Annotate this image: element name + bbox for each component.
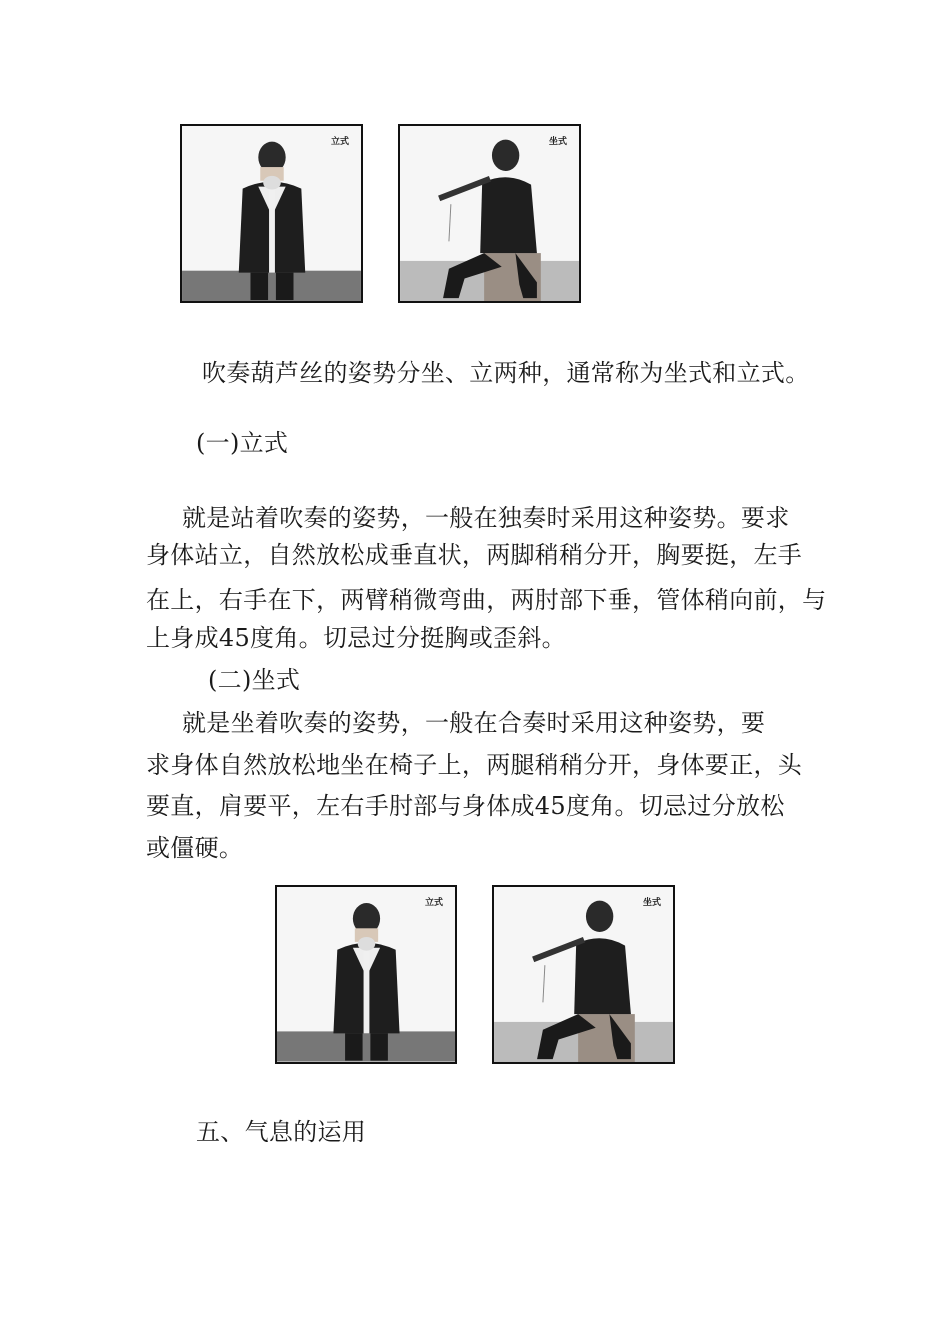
section-text-line: 或僵硬。 xyxy=(146,834,244,862)
photo-standing-top xyxy=(180,124,363,303)
section-text-line: 就是站着吹奏的姿势，一般在独奏时采用这种姿势。要求 xyxy=(182,504,790,532)
photo-sitting-top xyxy=(398,124,581,303)
section-text-line: 身体站立，自然放松成垂直状，两脚稍稍分开，胸要挺，左手 xyxy=(146,541,803,569)
photo-standing-bottom xyxy=(275,885,457,1064)
section-text-line: 就是坐着吹奏的姿势，一般在合奏时采用这种姿势，要 xyxy=(182,709,766,737)
photo-caption: 立式 xyxy=(424,898,443,908)
intro-paragraph: 吹奏葫芦丝的姿势分坐、立两种，通常称为坐式和立式。 xyxy=(202,359,810,387)
standing-figure-illustration xyxy=(277,887,455,1062)
section-heading-sitting: (二)坐式 xyxy=(208,666,301,694)
section-heading-standing: (一)立式 xyxy=(196,429,289,457)
section-text-line: 在上，右手在下，两臂稍微弯曲，两肘部下垂，管体稍向前，与 xyxy=(146,586,827,614)
section-text-line: 要直，肩要平，左右手肘部与身体成45度角。切忌过分放松 xyxy=(146,792,785,820)
section-text-line: 上身成45度角。切忌过分挺胸或歪斜。 xyxy=(146,624,566,652)
photo-caption: 立式 xyxy=(330,137,349,147)
photo-sitting-bottom xyxy=(492,885,675,1064)
section-text-line: 求身体自然放松地坐在椅子上，两腿稍稍分开，身体要正，头 xyxy=(146,751,803,779)
photo-caption: 坐式 xyxy=(642,898,661,908)
photo-caption: 坐式 xyxy=(548,137,567,147)
sitting-figure-illustration xyxy=(494,887,673,1062)
section-heading-breathing: 五、气息的运用 xyxy=(196,1118,367,1146)
sitting-figure-illustration xyxy=(400,126,579,301)
standing-figure-illustration xyxy=(182,126,361,301)
